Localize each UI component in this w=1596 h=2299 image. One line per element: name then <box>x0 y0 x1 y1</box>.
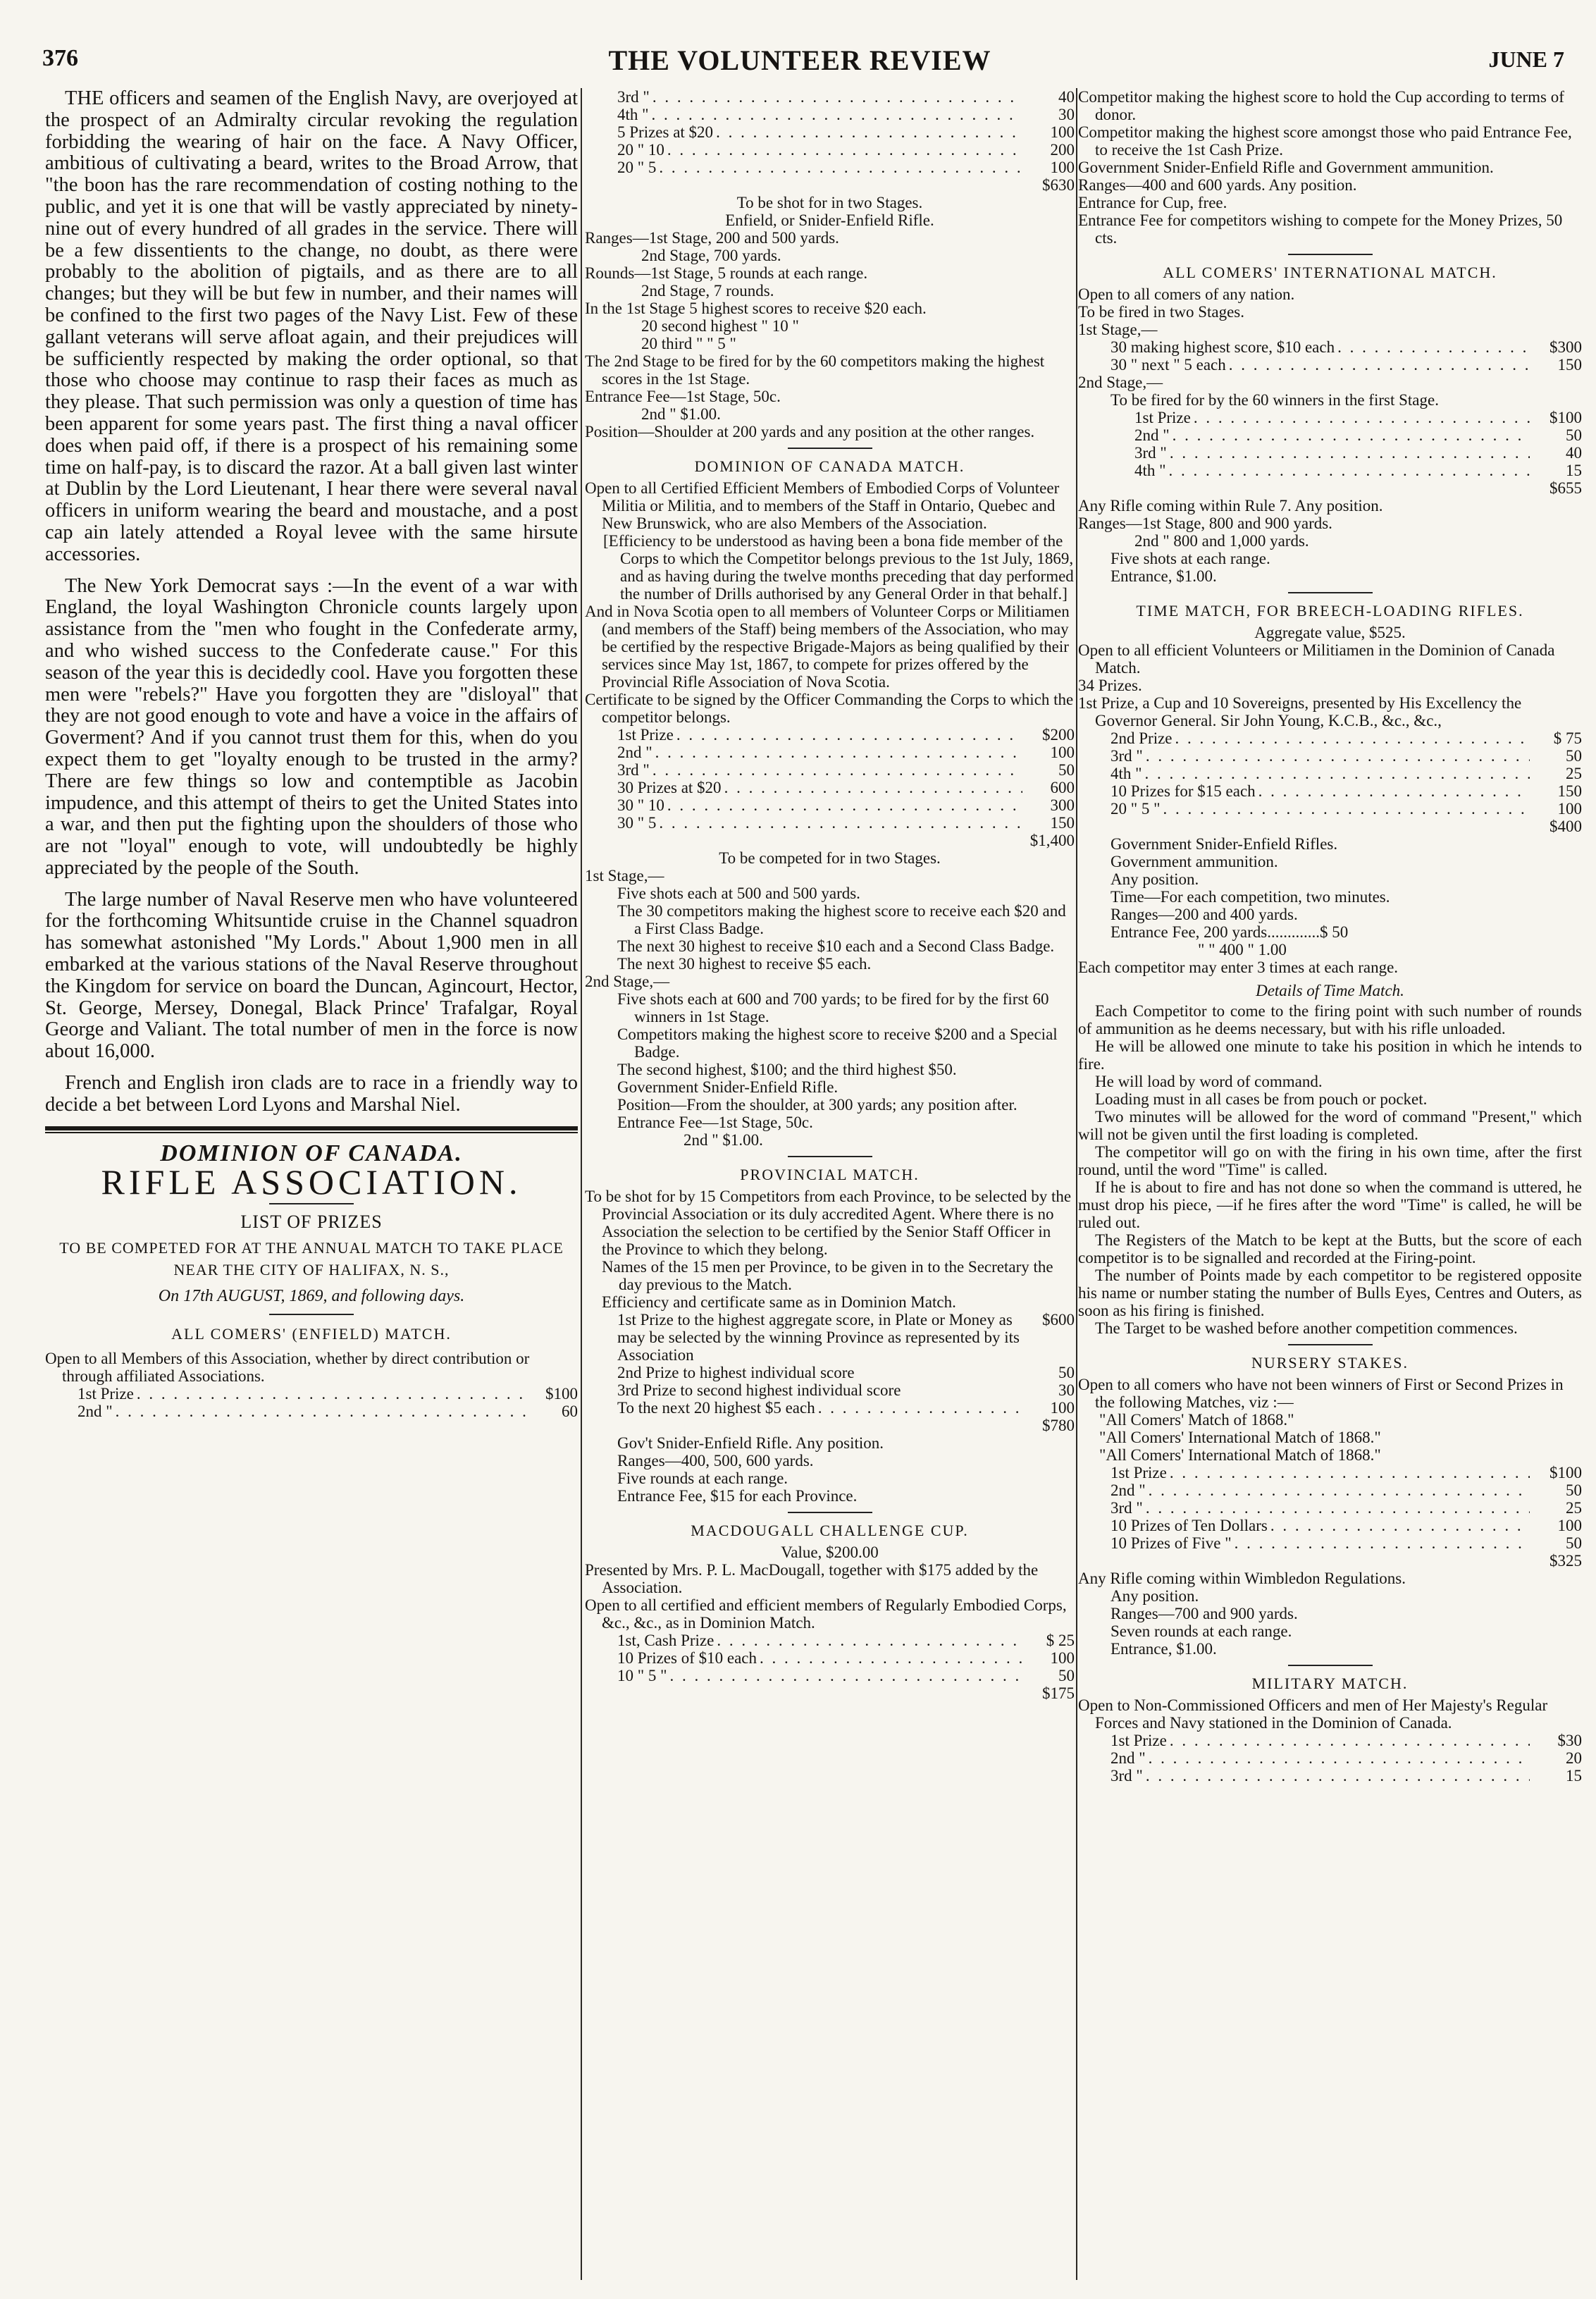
prize-list <box>585 726 1075 849</box>
prize-line: 1st Prize to the highest aggregate score, in Plate or Money as may be selected by the winning Province as represented by its Association $600 <box>617 1311 1075 1364</box>
prize-list <box>585 1311 1075 1434</box>
article-paragraph: The large number of Naval Reserve men who have volunteered for the forthcoming Whitsuntide cruise in the Channel squadron has somewhat astonished "My Lords." About 1,900 men in all embarked at the various stations of the Naval Reserve throughout the Kingdom for service on board the Duncan, Agincourt, Hector, St. George, Mersey, Donegal, Black Prince' Trafalgar, Royal George and Valiant. The total number of men in the force is now about 16,000. <box>45 888 578 1063</box>
match-text: Any Rifle coming within Rule 7. Any position. <box>1078 497 1383 514</box>
match-text: Seven rounds at each range. <box>1111 1622 1292 1640</box>
match-text: Each competitor may enter 3 times at each range. <box>1078 959 1399 976</box>
association-title: RIFLE ASSOCIATION. <box>101 1162 522 1202</box>
match-text: Certificate to be signed by the Officer Commanding the Corps to which the competitor belongs. <box>585 691 1074 726</box>
prize-line: 2nd " . . . 100 <box>585 744 1075 761</box>
prize-line: 30 " 5 . . . 150 <box>585 814 1075 832</box>
short-rule <box>788 1156 872 1157</box>
match-text: 2nd Stage, 7 rounds. <box>641 282 774 300</box>
match-note: [Efficiency to be understood as having been a bona fide member of the Corps to which the Competitor belongs previous to the 1st July, 1869, and as having during the twelve months preceding that day performed the number of Drills authorised by any General Order in that behalf.] <box>603 532 1074 603</box>
prize-line: 3rd " . . . 40 <box>1078 444 1582 462</box>
match-text: 2nd Stage,— <box>585 973 670 990</box>
match-text: To be fired for by the 60 winners in the first Stage. <box>1111 391 1439 409</box>
match-heading: DOMINION OF CANADA MATCH. <box>694 457 965 475</box>
match-text: In the 1st Stage 5 highest scores to receive $20 each. <box>585 300 927 317</box>
match-text: Any Rifle coming within Wimbledon Regulations. <box>1078 1570 1406 1587</box>
match-text: 34 Prizes. <box>1078 677 1142 694</box>
details-text: Loading must in all cases be from pouch or pocket. <box>1095 1090 1428 1108</box>
match-heading: ALL COMERS' INTERNATIONAL MATCH. <box>1163 264 1497 281</box>
prize-total: $400 <box>1549 818 1582 835</box>
match-heading: MILITARY MATCH. <box>1251 1675 1409 1692</box>
prize-list <box>1078 409 1582 497</box>
match-text: Competitors making the highest score to receive $200 and a Special Badge. <box>617 1025 1058 1061</box>
match-text: Time—For each competition, two minutes. <box>1111 888 1390 906</box>
prize-line: 10 Prizes for $15 each . . . 150 <box>1078 782 1582 800</box>
prize-line: 1st Prize . . . $100 <box>1078 1464 1582 1481</box>
match-text: To be shot for by 15 Competitors from each Province, to be selected by the Provincial Association or its duly accredited Agent. Where there is no Association the selection to be certified by the Senior Staff Officer in the Province to which they belong. <box>585 1188 1072 1258</box>
short-rule <box>1288 1665 1373 1666</box>
prize-line: 30 " 10 . . . 300 <box>585 796 1075 814</box>
details-heading: Details of Time Match. <box>1256 982 1404 999</box>
match-text: Efficiency and certificate same as in Dominion Match. <box>602 1293 956 1311</box>
match-heading: NURSERY STAKES. <box>1251 1354 1409 1372</box>
match-text: Open to all certified and efficient members of Regularly Embodied Corps, &c., &c., as in Dominion Match. <box>585 1596 1067 1632</box>
match-text: Government Snider-Enfield Rifles. <box>1111 835 1338 853</box>
match-text: Ranges—200 and 400 yards. <box>1111 906 1298 923</box>
short-rule <box>1288 1344 1373 1345</box>
match-text: " " 400 " 1.00 <box>1198 941 1287 959</box>
details-text: Two minutes will be allowed for the word of command "Present," which will not be given until the first loading is completed. <box>1078 1108 1582 1143</box>
prize-line: 3rd " . . . 50 <box>585 761 1075 779</box>
section-divider <box>45 1132 578 1133</box>
match-text: The next 30 highest to receive $5 each. <box>617 955 872 973</box>
prize-line: 2nd " . . . 50 <box>1078 426 1582 444</box>
prize-line: 3rd " . . . 40 <box>585 88 1075 106</box>
match-text: Entrance for Cup, free. <box>1078 194 1227 211</box>
match-heading: ALL COMERS' (ENFIELD) MATCH. <box>171 1325 452 1343</box>
match-text: Ranges—400, 500, 600 yards. <box>617 1452 814 1469</box>
match-heading: PROVINCIAL MATCH. <box>740 1166 920 1183</box>
prize-line: 2nd Prize . . . $ 75 <box>1078 729 1582 747</box>
details-text: If he is about to fire and has not done so when the command is uttered, he must drop his piece, —if he fires after the word "Time" is called, he will be ruled out. <box>1078 1178 1582 1231</box>
prize-line: 30 making highest score, $10 each . . . $300 <box>1078 338 1582 356</box>
match-text: Ranges—1st Stage, 200 and 500 yards. <box>585 229 839 247</box>
prize-total: $780 <box>1042 1417 1075 1434</box>
prize-line: 20 " 10 . . . 200 <box>585 141 1075 159</box>
prize-line: To the next 20 highest $5 each . . . 100 <box>585 1399 1075 1417</box>
match-text: To be competed for in two Stages. <box>719 849 941 867</box>
prize-total: $1,400 <box>1029 832 1075 849</box>
short-rule <box>269 1314 354 1315</box>
match-text: Position—From the shoulder, at 300 yards; any position after. <box>617 1096 1017 1114</box>
details-text: Each Competitor to come to the firing point with such number of rounds of ammunition as he deems necessary, but with his rifle unloaded. <box>1078 1002 1582 1037</box>
match-text: 2nd " $1.00. <box>683 1131 763 1149</box>
match-heading: TIME MATCH, FOR BREECH-LOADING RIFLES. <box>1136 602 1524 620</box>
prize-list <box>1078 338 1582 374</box>
match-text: Government ammunition. <box>1111 853 1278 870</box>
prize-line: 30 " next " 5 each . . . 150 <box>1078 356 1582 374</box>
column-2 <box>585 88 1075 2280</box>
match-text: The next 30 highest to receive $10 each and a Second Class Badge. <box>617 937 1055 955</box>
prize-line: 3rd " . . . 15 <box>1078 1767 1582 1785</box>
match-text: Government Snider-Enfield Rifle and Government ammunition. <box>1078 159 1494 176</box>
match-text: Open to all Members of this Association, whether by direct contribution or through affiliated Associations. <box>45 1350 530 1386</box>
short-rule <box>788 448 872 449</box>
details-text: The competitor will go on with the firing in his own time, after the first round, until the word "Time" is called. <box>1078 1143 1582 1178</box>
prize-list <box>1078 1732 1582 1785</box>
match-text: Gov't Snider-Enfield Rifle. Any position. <box>617 1434 884 1452</box>
match-text: 1st Prize, a Cup and 10 Sovereigns, presented by His Excellency the Governor General. Sir John Young, K.C.B., &c., &c., <box>1078 694 1522 729</box>
prize-line: 10 " 5 " . . . 50 <box>585 1667 1075 1684</box>
prize-total: $325 <box>1549 1552 1582 1570</box>
match-text: Value, $200.00 <box>781 1543 879 1561</box>
match-text: And in Nova Scotia open to all members of Volunteer Corps or Militiamen (and members of the Staff) being members of the Association, who may be certified by the respective Brigade-Majors as being qualified by their services since May 1st, 1867, to compete for prizes offered by the Provincial Rifle Association of Nova Scotia. <box>585 603 1070 691</box>
prize-line: 4th " . . . 30 <box>585 106 1075 123</box>
match-text: Aggregate value, $525. <box>1254 624 1406 641</box>
match-date: On 17th AUGUST, 1869, and following days. <box>158 1286 465 1305</box>
short-rule <box>788 1512 872 1513</box>
column-rule <box>1076 88 1077 2280</box>
prize-line: 3rd " . . . 50 <box>1078 747 1582 765</box>
match-text: Names of the 15 men per Province, to be given in to the Secretary the day previous to the Match. <box>602 1258 1053 1293</box>
prize-total: $655 <box>1549 479 1582 497</box>
match-text: Competitor making the highest score to hold the Cup according to terms of donor. <box>1078 88 1564 123</box>
match-text: Entrance Fee—1st Stage, 50c. <box>585 388 781 405</box>
match-text: Entrance Fee, 200 yards.............$ 50 <box>1111 923 1349 941</box>
match-text: Any position. <box>1111 870 1199 888</box>
match-text: Rounds—1st Stage, 5 rounds at each range. <box>585 264 868 282</box>
details-text: The number of Points made by each competitor to be registered opposite his name or number stating the number of Bulls Eyes, Centres and Outers, as soon as his firing is finished. <box>1078 1266 1582 1319</box>
match-text: Entrance, $1.00. <box>1111 1640 1217 1658</box>
match-text: 2nd " 800 and 1,000 yards. <box>1134 532 1309 550</box>
match-text: Open to all comers of any nation. <box>1078 285 1295 303</box>
match-text: Entrance Fee, $15 for each Province. <box>617 1487 858 1505</box>
match-text: 1st Stage,— <box>585 867 664 885</box>
prize-line: 10 Prizes of $10 each . . . 100 <box>585 1649 1075 1667</box>
match-text: Any position. <box>1111 1587 1199 1605</box>
match-text: Ranges—700 and 900 yards. <box>1111 1605 1298 1622</box>
prize-line: 2nd Prize to highest individual score 50 <box>617 1364 1075 1381</box>
prize-list <box>1078 729 1582 835</box>
section-divider <box>45 1126 578 1130</box>
masthead-title: THE VOLUNTEER REVIEW <box>608 44 991 76</box>
match-list-item: "All Comers' Match of 1868." <box>1099 1411 1294 1429</box>
prize-line: 20 " 5 . . . 100 <box>585 159 1075 176</box>
match-text: Five rounds at each range. <box>617 1469 788 1487</box>
prize-line: 3rd " . . . 25 <box>1078 1499 1582 1517</box>
short-rule <box>1288 254 1373 255</box>
match-text: Entrance, $1.00. <box>1111 567 1217 585</box>
prize-line: 5 Prizes at $20 . . . 100 <box>585 123 1075 141</box>
prize-line: 2nd " . . . 60 <box>45 1403 578 1420</box>
match-text: Open to Non-Commissioned Officers and men of Her Majesty's Regular Forces and Navy stationed in the Dominion of Canada. <box>1078 1696 1548 1732</box>
match-text: 2nd Stage,— <box>1078 374 1163 391</box>
match-text: 1st Stage,— <box>1078 321 1158 338</box>
match-text: 20 third " " 5 " <box>641 335 736 352</box>
match-text: Government Snider-Enfield Rifle. <box>617 1078 839 1096</box>
page-number: 376 <box>42 45 78 71</box>
details-text: The Target to be washed before another competition commences. <box>1095 1319 1518 1337</box>
prize-line: 2nd " . . . 20 <box>1078 1749 1582 1767</box>
list-title: LIST OF PRIZES <box>240 1212 383 1233</box>
prize-list <box>585 88 1075 194</box>
match-text: Five shots at each range. <box>1111 550 1270 567</box>
article-paragraph: THE officers and seamen of the English Navy, are overjoyed at the prospect of an Admiralty circular revoking the regulation forbidding the wearing of hair on the face. A Navy Officer, ambitious of cultivating a beard, writes to the Broad Arrow, that "the boon has the rare recommendation of costing nothing to the public, and yet it is one that will be vastly appreciated by ninety-nine out of every hundred of all grades in the service. There will be a few dissentients to the change, no doubt, as there were probably to the abolition of pigtails, and as there are to all changes; but they will be but few in number, and their names will be confined to the first two pages of the Navy List. Few of these gallant veterans will serve afloat again, and their prejudices will be sufficiently respected by making the order optional, so that those who choose may continue to rasp their faces as much as they please. That such permission was only a question of time has been apparent for some years past. The first thing a naval officer does when paid off, if there is a prospect of his remaining some time on half-pay, is to discard the razor. At a ball given last winter at Dublin by the Lord Lieutenant, I hear there were several naval officers in uniform wearing the beard and moustache, and a post cap ain lately attended a Royal levee with the same hirsute accessories. <box>45 88 578 565</box>
prize-line: 2nd " . . . 50 <box>1078 1481 1582 1499</box>
match-text: Entrance Fee for competitors wishing to compete for the Money Prizes, 50 cts. <box>1078 211 1563 247</box>
match-text: To be fired in two Stages. <box>1078 303 1245 321</box>
match-text: Entrance Fee—1st Stage, 50c. <box>617 1114 813 1131</box>
details-text: He will load by word of command. <box>1095 1073 1323 1090</box>
page-header <box>35 41 1564 83</box>
issue-date: JUNE 7 <box>1488 47 1564 72</box>
match-text: Ranges—400 and 600 yards. Any position. <box>1078 176 1357 194</box>
prize-list <box>1078 1464 1582 1570</box>
prize-total: $175 <box>1042 1684 1075 1702</box>
article-paragraph: The New York Democrat says :—In the event of a war with England, the loyal Washington Chronicle counts largely upon assistance from the "men who fought in the Confederate army, and who wished success to the Confederate cause." For this season of the year this is decidedly cool. Have you forgotten these men were "rebels?" Have you forgotten they are "disloyal" that they are not good enough to vote and have a voice in the affairs of Goverment? And if you cannot trust them for this, when do you expect them to get "loyalty enough to be trusted in the army? There are few things so low and contemptible as Jacobin impudence, and this attempt of theirs to get the United States into a war, and then put the fighting upon the shoulders of those who are not "loyal" enough to vote, will undoubtedly be highly appreciated by the people of the South. <box>45 574 578 879</box>
details-text: He will be allowed one minute to take his position in which he intends to fire. <box>1078 1037 1582 1073</box>
prize-subtitle: TO BE COMPETED FOR AT THE ANNUAL MATCH TO TAKE PLACE NEAR THE CITY OF HALIFAX, N. S., <box>59 1239 564 1278</box>
association-heading: DOMINION OF CANADA. <box>160 1140 463 1166</box>
column-rule <box>581 88 582 2280</box>
prize-line: 1st Prize . . . $30 <box>1078 1732 1582 1749</box>
match-list-item: "All Comers' International Match of 1868." <box>1099 1429 1381 1446</box>
article-paragraph: French and English iron clads are to race in a friendly way to decide a bet between Lord Lyons and Marshal Niel. <box>45 1072 578 1116</box>
match-heading: MACDOUGALL CHALLENGE CUP. <box>691 1522 969 1539</box>
prize-list <box>45 1385 578 1420</box>
prize-list <box>585 1632 1075 1702</box>
match-text: Open to all efficient Volunteers or Militiamen in the Dominion of Canada Match. <box>1078 641 1555 677</box>
prize-total: $630 <box>1042 176 1075 194</box>
match-text: Ranges—1st Stage, 800 and 900 yards. <box>1078 514 1332 532</box>
prize-line: 10 Prizes of Five " . . . 50 <box>1078 1534 1582 1552</box>
match-list-item: "All Comers' International Match of 1868." <box>1099 1446 1381 1464</box>
match-text: Presented by Mrs. P. L. MacDougall, together with $175 added by the Association. <box>585 1561 1039 1596</box>
match-text: The 2nd Stage to be fired for by the 60 competitors making the highest scores in the 1st Stage. <box>585 352 1045 388</box>
column-1 <box>45 88 578 2280</box>
prize-line: 1st Prize . . . $100 <box>45 1385 578 1403</box>
match-text: 2nd " $1.00. <box>641 405 721 423</box>
match-text: Open to all Certified Efficient Members of Embodied Corps of Volunteer Militia or Militia, and to members of the Staff in Ontario, Quebec and New Brunswick, who are also Members of the Association. <box>585 479 1060 532</box>
column-3 <box>1078 88 1582 2280</box>
match-text: To be shot for in two Stages. <box>736 194 923 211</box>
match-text: Five shots each at 600 and 700 yards; to be fired for by the first 60 winners in 1st Stage. <box>617 990 1049 1025</box>
prize-line: 1st Prize . . . $200 <box>585 726 1075 744</box>
details-text: The Registers of the Match to be kept at the Butts, but the score of each competitor is to be signalled and recorded at the Firing-point. <box>1078 1231 1582 1266</box>
prize-line: 20 " 5 " . . . 100 <box>1078 800 1582 818</box>
match-text: Open to all comers who have not been winners of First or Second Prizes in the following Matches, viz :— <box>1078 1376 1564 1411</box>
match-text: 20 second highest " 10 " <box>641 317 799 335</box>
prize-line: 30 Prizes at $20 . . . 600 <box>585 779 1075 796</box>
match-text: Competitor making the highest score amongst those who paid Entrance Fee, to receive the 1st Cash Prize. <box>1078 123 1572 159</box>
short-rule <box>1288 592 1373 593</box>
prize-line: 4th " . . . 15 <box>1078 462 1582 479</box>
prize-line: 10 Prizes of Ten Dollars . . . 100 <box>1078 1517 1582 1534</box>
match-text: 2nd Stage, 700 yards. <box>641 247 781 264</box>
match-text: The second highest, $100; and the third highest $50. <box>617 1061 957 1078</box>
prize-line: 4th " . . . 25 <box>1078 765 1582 782</box>
prize-line: 1st, Cash Prize . . . $ 25 <box>585 1632 1075 1649</box>
prize-line: 3rd Prize to second highest individual score 30 <box>617 1381 1075 1399</box>
prize-line: 1st Prize . . . $100 <box>1078 409 1582 426</box>
match-text: Enfield, or Snider-Enfield Rifle. <box>725 211 934 229</box>
short-rule <box>269 1203 354 1204</box>
match-text: Position—Shoulder at 200 yards and any position at the other ranges. <box>585 423 1035 440</box>
match-text: Five shots each at 500 and 500 yards. <box>617 885 860 902</box>
match-text: The 30 competitors making the highest score to receive each $20 and a First Class Badge. <box>617 902 1066 937</box>
